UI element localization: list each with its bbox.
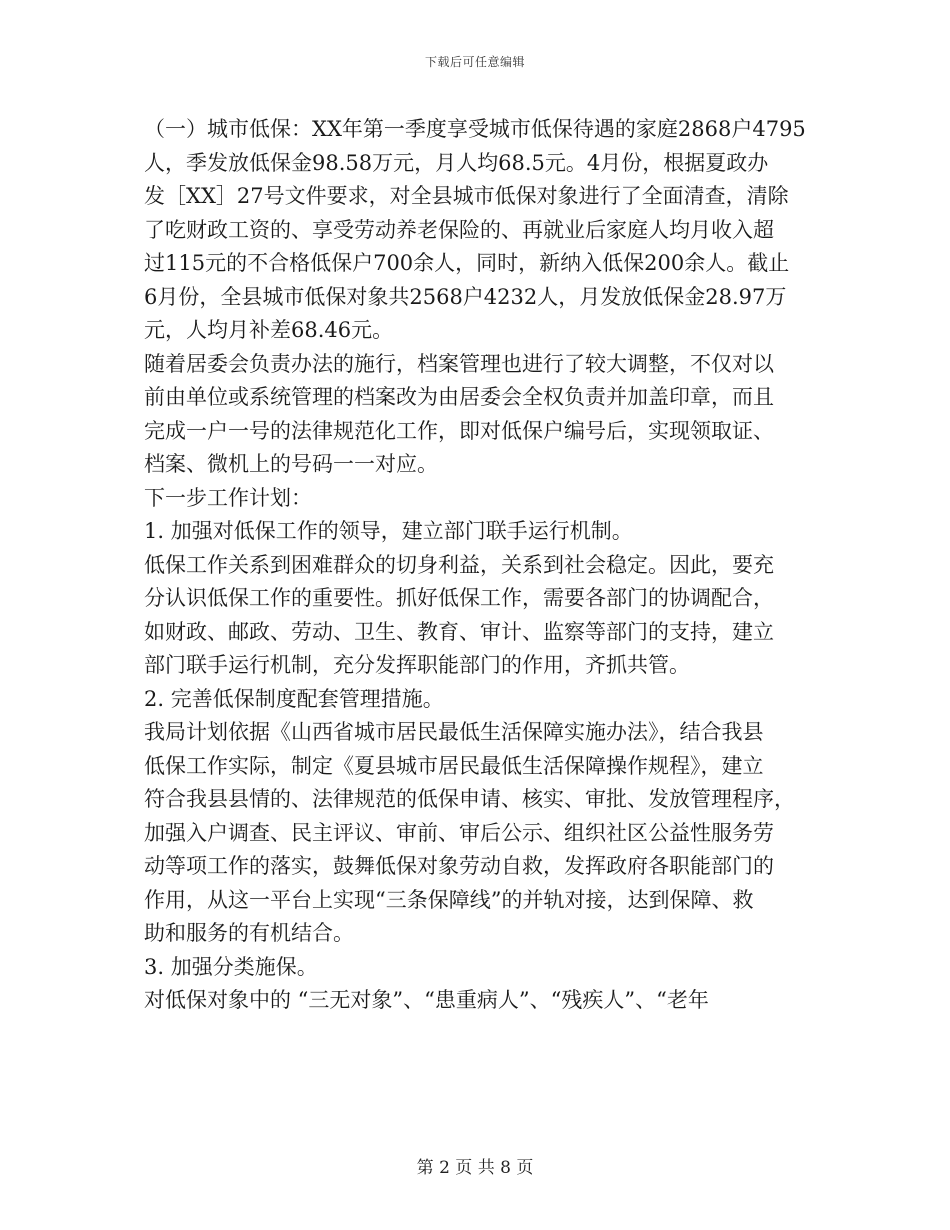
text-line: 加强入户调查、民主评议、审前、审后公示、组织社区公益性服务劳 [144,820,774,845]
text-line: 了吃财政工资的、享受劳动养老保险的、再就业后家庭人均月收入超 [144,217,774,242]
text-line: 如财政、邮政、劳动、卫生、教育、审计、监察等部门的支持，建立 [144,619,774,644]
section-heading: 下一步工作计划： [144,485,312,510]
text-line: （一）城市低保：XX年第一季度享受城市低保待遇的家庭2868户4795 [144,117,806,141]
numbered-heading: 3. 加强分类施保。 [144,954,318,979]
numbered-heading: 2. 完善低保制度配套管理措施。 [144,686,444,711]
text-line: 过115元的不合格低保户700余人，同时，新纳入低保200余人。截止 [144,251,790,275]
text-line: 低保工作实际，制定《夏县城市居民最低生活保障操作规程》，建立 [144,753,764,778]
text-line: 分认识低保工作的重要性。抓好低保工作，需要各部门的协调配合， [144,586,774,610]
text-line: 前由单位或系统管理的档案改为由居委会全权负责并加盖印章，而且 [144,385,774,409]
text-line: 人，季发放低保金98.58万元，月人均68.5元。4月份，根据夏政办 [144,150,769,175]
text-line: 助和服务的有机结合。 [144,921,354,945]
numbered-heading: 1. 加强对低保工作的领导，建立部门联手运行机制。 [144,519,633,543]
text-line: 发［XX］27号文件要求，对全县城市低保对象进行了全面清查，清除 [144,184,789,208]
text-line: 6月份，全县城市低保对象共2568户4232人，月发放低保金28.97万 [144,284,787,309]
page-header: 下载后可任意编辑 [424,55,525,69]
text-line: 动等项工作的落实，鼓舞低保对象劳动自救，发挥政府各职能部门的 [144,854,774,878]
text-line: 随着居委会负责办法的施行，档案管理也进行了较大调整，不仅对以 [144,351,774,376]
text-line: 对低保对象中的 “三无对象”、“患重病人”、“残疾人”、“老年 [144,988,709,1012]
text-line: 元，人均月补差68.46元。 [144,318,394,342]
text-line: 作用，从这一平台上实现“三条保障线”的并轨对接，达到保障、救 [144,887,754,912]
text-line: 我局计划依据《山西省城市居民最低生活保障实施办法》，结合我县 [144,720,764,744]
text-line: 完成一户一号的法律规范化工作，即对低保户编号后，实现领取证、 [144,418,774,443]
text-line: 低保工作关系到困难群众的切身利益，关系到社会稳定。因此，要充 [144,552,774,577]
text-line: 符合我县县情的、法律规范的低保申请、核实、审批、发放管理程序， [144,787,795,811]
page-footer: 第 2 页 共 8 页 [416,1158,534,1178]
document-body [144,113,816,1018]
text-line: 档案、微机上的号码一一对应。 [144,452,438,476]
text-line: 部门联手运行机制，充分发挥职能部门的作用，齐抓共管。 [144,653,690,677]
